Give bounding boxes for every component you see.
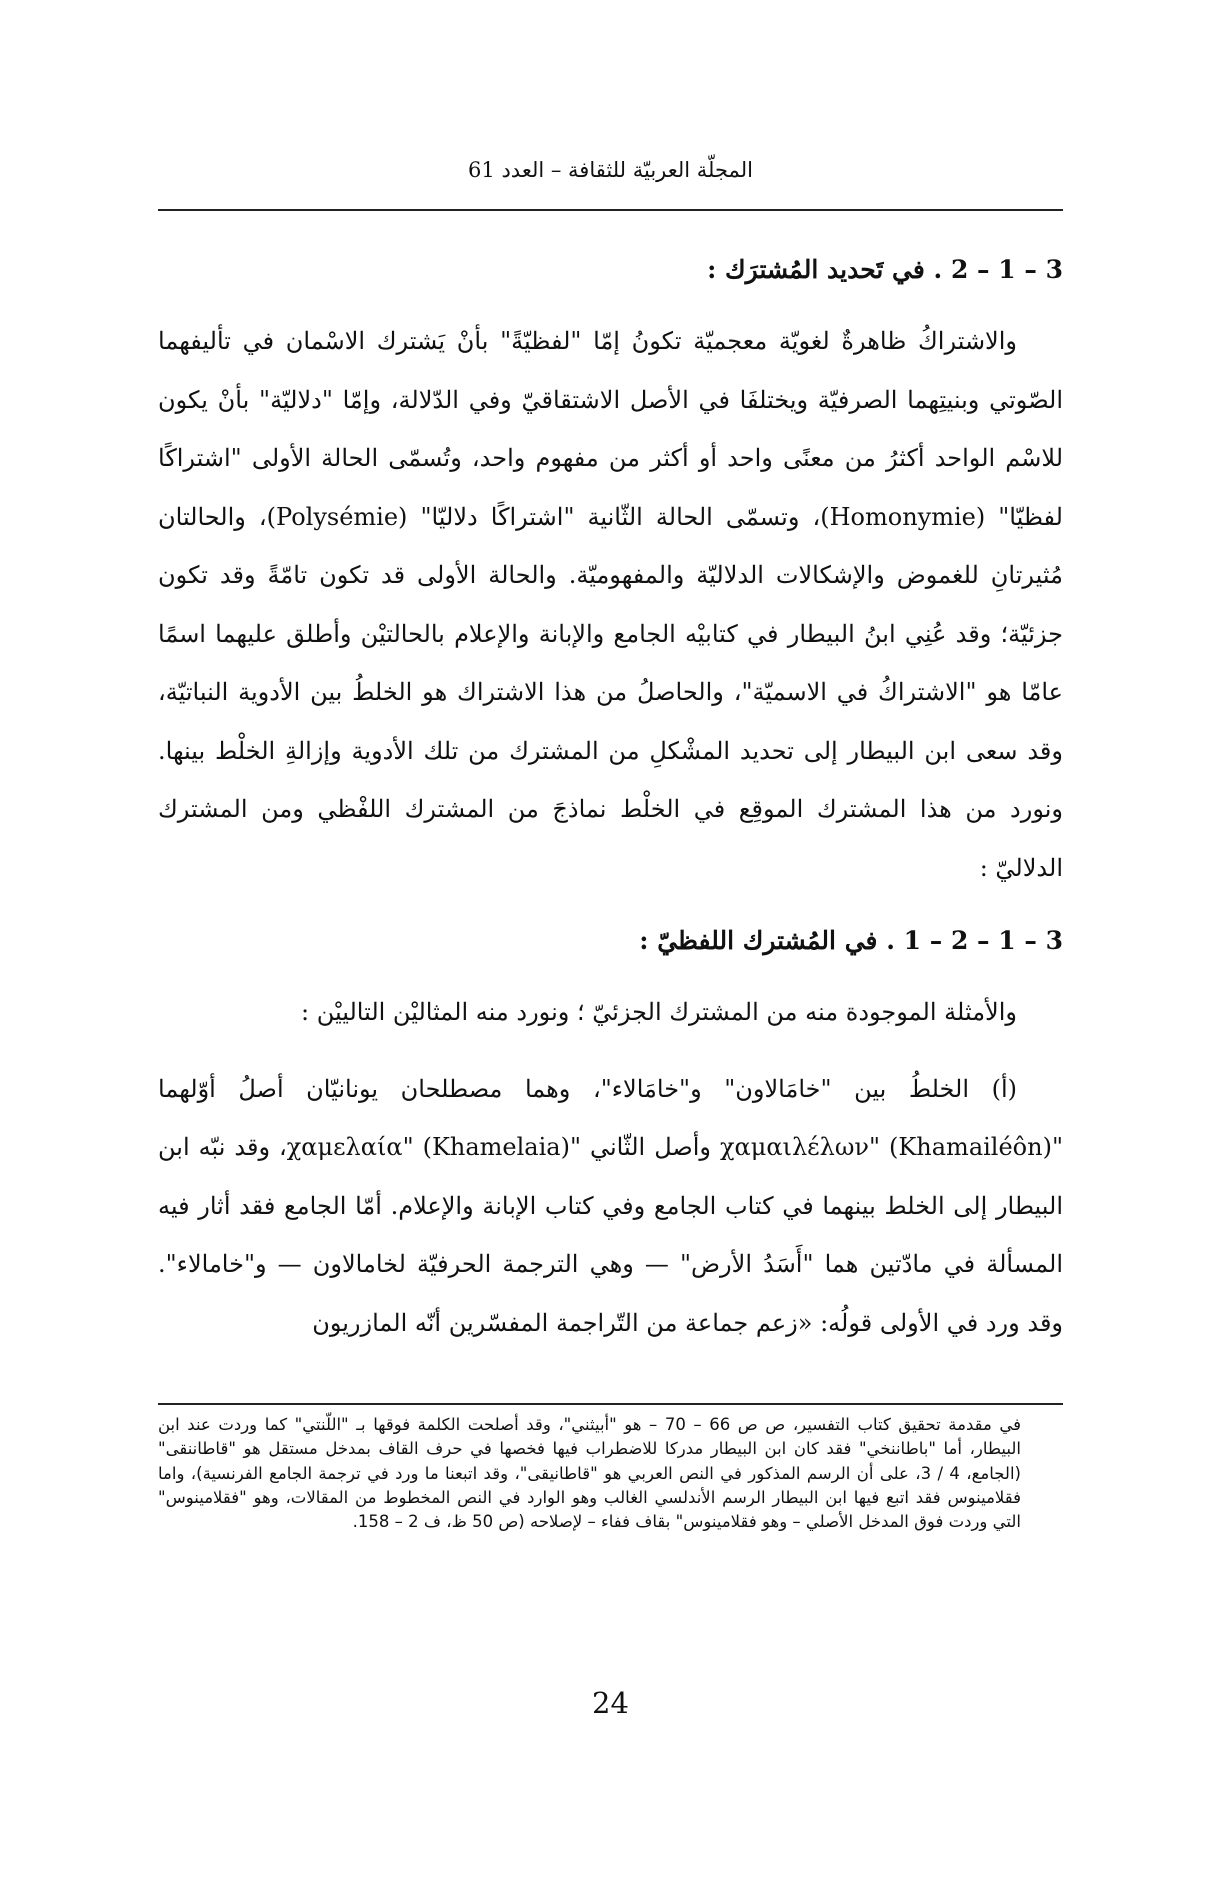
header-divider — [158, 209, 1063, 211]
section-heading-defining-common: 3 – 1 – 2 . في تَحديد المُشترَك : — [707, 255, 1063, 284]
footnote-divider — [158, 1403, 1063, 1405]
footnote: في مقدمة تحقيق كتاب التفسير، ص ص 66 – 70 – هو "أبيثني"، وقد أصلحت الكلمة فوقها بـ "اللّنتي" كما وردت عند ابن البيطار، أما "باطاننخي" فقد كان ابن البيطار مدركا للاضطراب فيها فخصها في حرف القاف بمدخل مستقل هو "قاطاننقى" (الجامع، 4 / 3، على أن الرسم المذكور في النص العربي هو "قاطانيقى"، وقد اتبعنا ما ورد في ترجمة الجامع الفرنسية)، واما فقلامينوس فقد اتبع فيها ابن البيطار الرسم الأندلسي الغالب وهو الوارد في النص المخطوط من المقالات، وهو "فقلامينوس" التي وردت فوق المدخل الأصلي – وهو فقلامينوس" بقاف ففاء – لإصلاحه (ص 50 ظ، ف 2 – 158. — [158, 1415, 1022, 1532]
paragraph-example-a: (أ) الخلطُ بين "خامَالاون" و"خامَالاء"، وهما مصطلحان يونانيّان أصلُ أوّلهما "χαμαιλέλων" (Khamailéôn) وأصل الثّاني "χαμελαία" (Khamelaia)، وقد نبّه ابن البيطار إلى الخلط بينهما في كتاب الجامع وفي كتاب الإبانة والإعلام. أمّا الجامع فقد أثار فيه المسألة في مادّتين هما "أَسَدُ الأرض" — وهي الترجمة الحرفيّة لخامالاون — و"خامالاء". وقد ورد في الأولى قولُه: «زعم جماعة من التّراجمة المفسّرين أنّه المازريون — [158, 1074, 1063, 1337]
section-heading-lexical-common: 3 – 1 – 2 – 1 . في المُشترك اللفظيّ : — [639, 926, 1063, 955]
page-number: 24 — [592, 1686, 629, 1720]
main-text — [158, 244, 1063, 1370]
paragraph-homonymy-polysemy: والاشتراكُ ظاهرةٌ لغويّة معجميّة تكونُ إمّا "لفظيّةً" بأنْ يَشترك الاسْمان في تأليفهما الصّوتي وبنيتِهما الصرفيّة ويختلفَا في الأصل الاشتقاقيّ وفي الدّلالة، وإمّا "دلاليّة" بأنْ يكون للاسْم الواحد أكثرُ من معنًى واحد أو أكثر من مفهوم واحد، وتُسمّى الحالة الأولى "اشتراكًا لفظيّا" (Homonymie)، وتسمّى الحالة الثّانية "اشتراكًا دلاليّا" (Polysémie)، والحالتان مُثيرتانِ للغموض والإشكالات الدلاليّة والمفهوميّة. والحالة الأولى قد تكون تامّةً وقد تكون جزئيّة؛ وقد عُنِي ابنُ البيطار في كتابيْه الجامع والإبانة والإعلام بالحالتيْن وأطلق عليهما اسمًا عامّا هو "الاشتراكُ في الاسميّة"، والحاصلُ من هذا الاشتراك هو الخلطُ بين الأدوية النباتيّة، وقد سعى ابن البيطار إلى تحديد المشْكلِ من المشترك من تلك الأدوية وإزالةِ الخلْط بينها. ونورد من هذا المشترك الموقِع في الخلْط نماذجَ من المشترك اللفْظي ومن المشترك الدلاليّ : — [158, 327, 1064, 882]
paragraph-examples-intro: والأمثلة الموجودة منه من المشترك الجزئيّ ؛ ونورد منه المثاليْن التالييْن : — [300, 998, 1017, 1026]
running-header: المجلّة العربيّة للثقافة – العدد 61 — [468, 158, 753, 182]
